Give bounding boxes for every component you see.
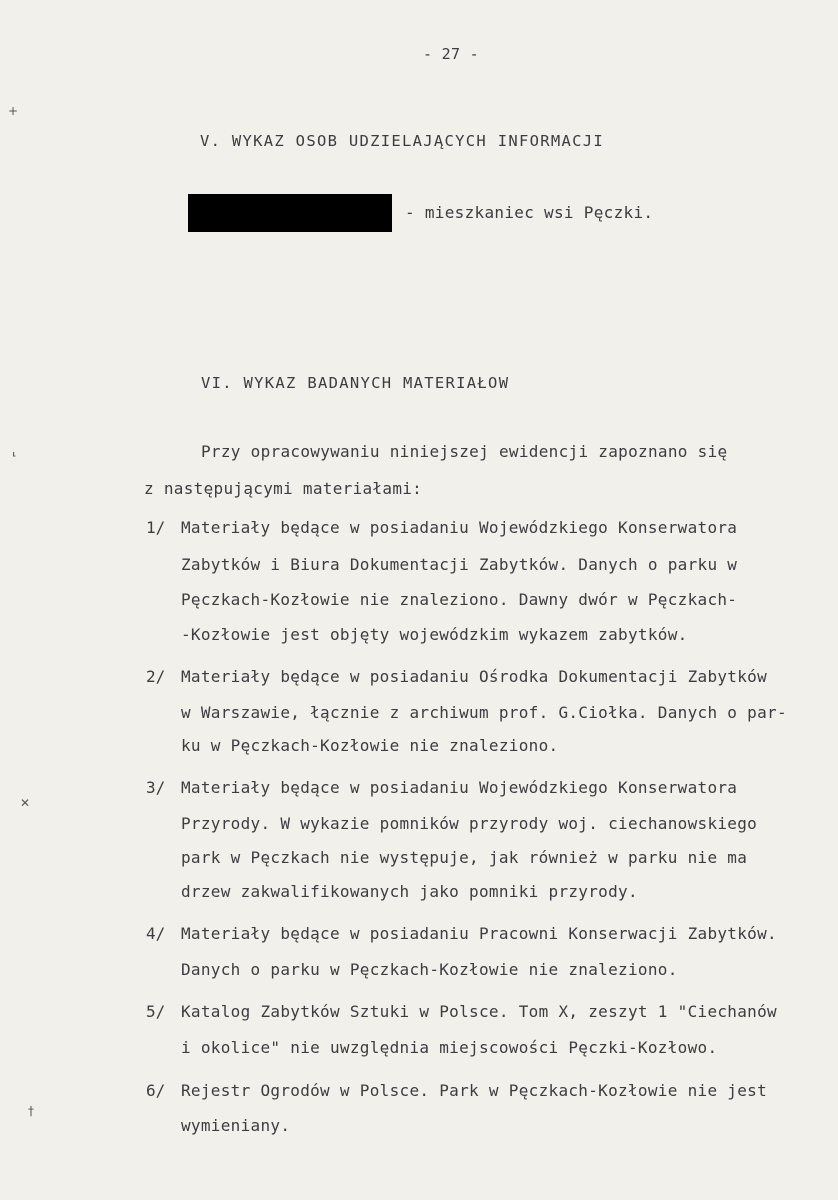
section-v-heading: V. WYKAZ OSOB UDZIELAJĄCYCH INFORMACJI (200, 132, 605, 150)
list-item-line: drzew zakwalifikowanych jako pomniki przyrody. (181, 882, 638, 901)
list-item-line: Danych o parku w Pęczkach-Kozłowie nie znaleziono. (181, 960, 678, 979)
list-item-line: ku w Pęczkach-Kozłowie nie znaleziono. (181, 736, 559, 755)
list-item-line: wymieniany. (181, 1116, 291, 1135)
list-item-line: Pęczkach-Kozłowie nie znaleziono. Dawny dwór w Pęczkach- (181, 590, 738, 609)
list-item-number: 5/ (146, 1002, 166, 1021)
margin-mark: ✕ (20, 796, 31, 810)
list-item-number: 6/ (146, 1081, 166, 1100)
list-item-line: Materiały będące w posiadaniu Wojewódzkiego Konserwatora (181, 518, 738, 537)
list-item-line: Materiały będące w posiadaniu Ośrodka Dokumentacji Zabytków (181, 667, 768, 686)
margin-mark: † (28, 1104, 34, 1118)
list-item-line: Zabytków i Biura Dokumentacji Zabytków. Danych o parku w (181, 555, 738, 574)
informant-description: - mieszkaniec wsi Pęczki. (405, 203, 654, 222)
list-item-line: Materiały będące w posiadaniu Pracowni Konserwacji Zabytków. (181, 924, 777, 943)
list-item-line: Materiały będące w posiadaniu Wojewódzkiego Konserwatora (181, 778, 738, 797)
list-item-line: w Warszawie, łącznie z archiwum prof. G.Ciołka. Danych o par- (181, 703, 787, 722)
list-item-number: 2/ (146, 667, 166, 686)
list-item-number: 4/ (146, 924, 166, 943)
list-item-number: 3/ (146, 778, 166, 797)
intro-line: z następującymi materiałami: (144, 479, 423, 498)
list-item-line: Rejestr Ogrodów w Polsce. Park w Pęczkach-Kozłowie nie jest (181, 1081, 768, 1100)
list-item-line: Katalog Zabytków Sztuki w Polsce. Tom X, zeszyt 1 "Ciechanów (181, 1002, 777, 1021)
list-item-line: -Kozłowie jest objęty wojewódzkim wykazem zabytków. (181, 625, 688, 644)
margin-mark: + (8, 104, 19, 118)
page-number: - 27 - (423, 45, 479, 63)
list-item-line: i okolice" nie uwzględnia miejscowości Pęczki-Kozłowo. (181, 1038, 718, 1057)
section-vi-heading: VI. WYKAZ BADANYCH MATERIAŁOW (201, 374, 510, 392)
list-item-line: Przyrody. W wykazie pomników przyrody woj. ciechanowskiego (181, 814, 758, 833)
redaction-box (188, 194, 392, 232)
list-item-number: 1/ (146, 518, 166, 537)
intro-line: Przy opracowywaniu niniejszej ewidencji zapoznano się (201, 442, 728, 461)
list-item-line: park w Pęczkach nie występuje, jak również w parku nie ma (181, 848, 748, 867)
margin-mark: ⸤ (12, 444, 17, 458)
